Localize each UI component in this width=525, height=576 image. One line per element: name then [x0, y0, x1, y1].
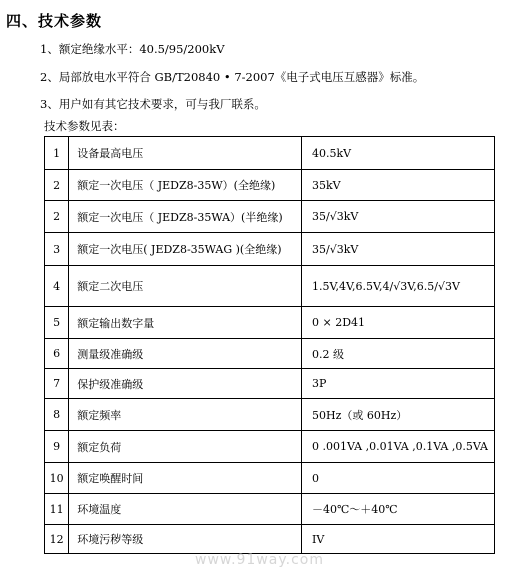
- row-number: 2: [45, 170, 69, 201]
- table-row: [45, 307, 495, 339]
- param-name: 设备最高电压: [69, 137, 302, 170]
- param-name: 额定负荷: [69, 431, 302, 463]
- param-value: 40.5kV: [301, 137, 494, 170]
- row-number: 1: [45, 137, 69, 170]
- table-row: [45, 201, 495, 233]
- row-number: 5: [45, 307, 69, 339]
- row-number: 2: [45, 201, 69, 233]
- row-number: 8: [45, 399, 69, 431]
- watermark: www.91way.com: [195, 552, 324, 568]
- table-row: [45, 170, 495, 201]
- note-partial-discharge: 2、局部放电水平符合 GB/T20840 • 7-2007《电子式电压互感器》标准。: [40, 70, 425, 84]
- param-name: 额定频率: [69, 399, 302, 431]
- table-row: [45, 233, 495, 266]
- row-number: 3: [45, 233, 69, 266]
- note-insulation-level: 1、额定绝缘水平：40.5/95/200kV: [40, 42, 225, 56]
- spec-table: [44, 136, 495, 554]
- param-name: 测量级准确级: [69, 339, 302, 369]
- row-number: 4: [45, 266, 69, 307]
- table-row: [45, 494, 495, 525]
- param-name: 环境污秽等级: [69, 525, 302, 554]
- param-value: 0 .001VA ,0.01VA ,0.1VA ,0.5VA: [301, 431, 494, 463]
- param-name: 额定一次电压( JEDZ8-35WAG )(全绝缘): [69, 233, 302, 266]
- row-number: 12: [45, 525, 69, 554]
- table-row: [45, 399, 495, 431]
- param-value: 50Hz（或 60Hz）: [301, 399, 494, 431]
- row-number: 10: [45, 463, 69, 494]
- param-name: 额定一次电压（ JEDZ8-35W）(全绝缘): [69, 170, 302, 201]
- table-row: [45, 463, 495, 494]
- row-number: 6: [45, 339, 69, 369]
- row-number: 9: [45, 431, 69, 463]
- param-value: 35/√3kV: [301, 233, 494, 266]
- table-row: [45, 525, 495, 554]
- param-name: 额定输出数字量: [69, 307, 302, 339]
- param-name: 额定二次电压: [69, 266, 302, 307]
- param-value: －40℃～＋40℃: [301, 494, 494, 525]
- param-name: 保护级准确级: [69, 369, 302, 399]
- table-row: [45, 369, 495, 399]
- param-value: 35/√3kV: [301, 201, 494, 233]
- table-row: [45, 431, 495, 463]
- param-value: 0: [301, 463, 494, 494]
- section-heading: 四、技术参数: [6, 12, 103, 30]
- row-number: 7: [45, 369, 69, 399]
- table-row: [45, 137, 495, 170]
- param-name: 环境温度: [69, 494, 302, 525]
- param-value: IV: [301, 525, 494, 554]
- param-value: 0.2 级: [301, 339, 494, 369]
- note-contact: 3、用户如有其它技术要求，可与我厂联系。: [40, 97, 266, 111]
- param-name: 额定唤醒时间: [69, 463, 302, 494]
- row-number: 11: [45, 494, 69, 525]
- param-value: 35kV: [301, 170, 494, 201]
- param-value: 0 × 2D41: [301, 307, 494, 339]
- param-name: 额定一次电压（ JEDZ8-35WA）(半绝缘): [69, 201, 302, 233]
- table-row: [45, 266, 495, 307]
- table-caption: 技术参数见表：: [44, 119, 125, 133]
- table-row: [45, 339, 495, 369]
- param-value: 3P: [301, 369, 494, 399]
- param-value: 1.5V,4V,6.5V,4/√3V,6.5/√3V: [301, 266, 494, 307]
